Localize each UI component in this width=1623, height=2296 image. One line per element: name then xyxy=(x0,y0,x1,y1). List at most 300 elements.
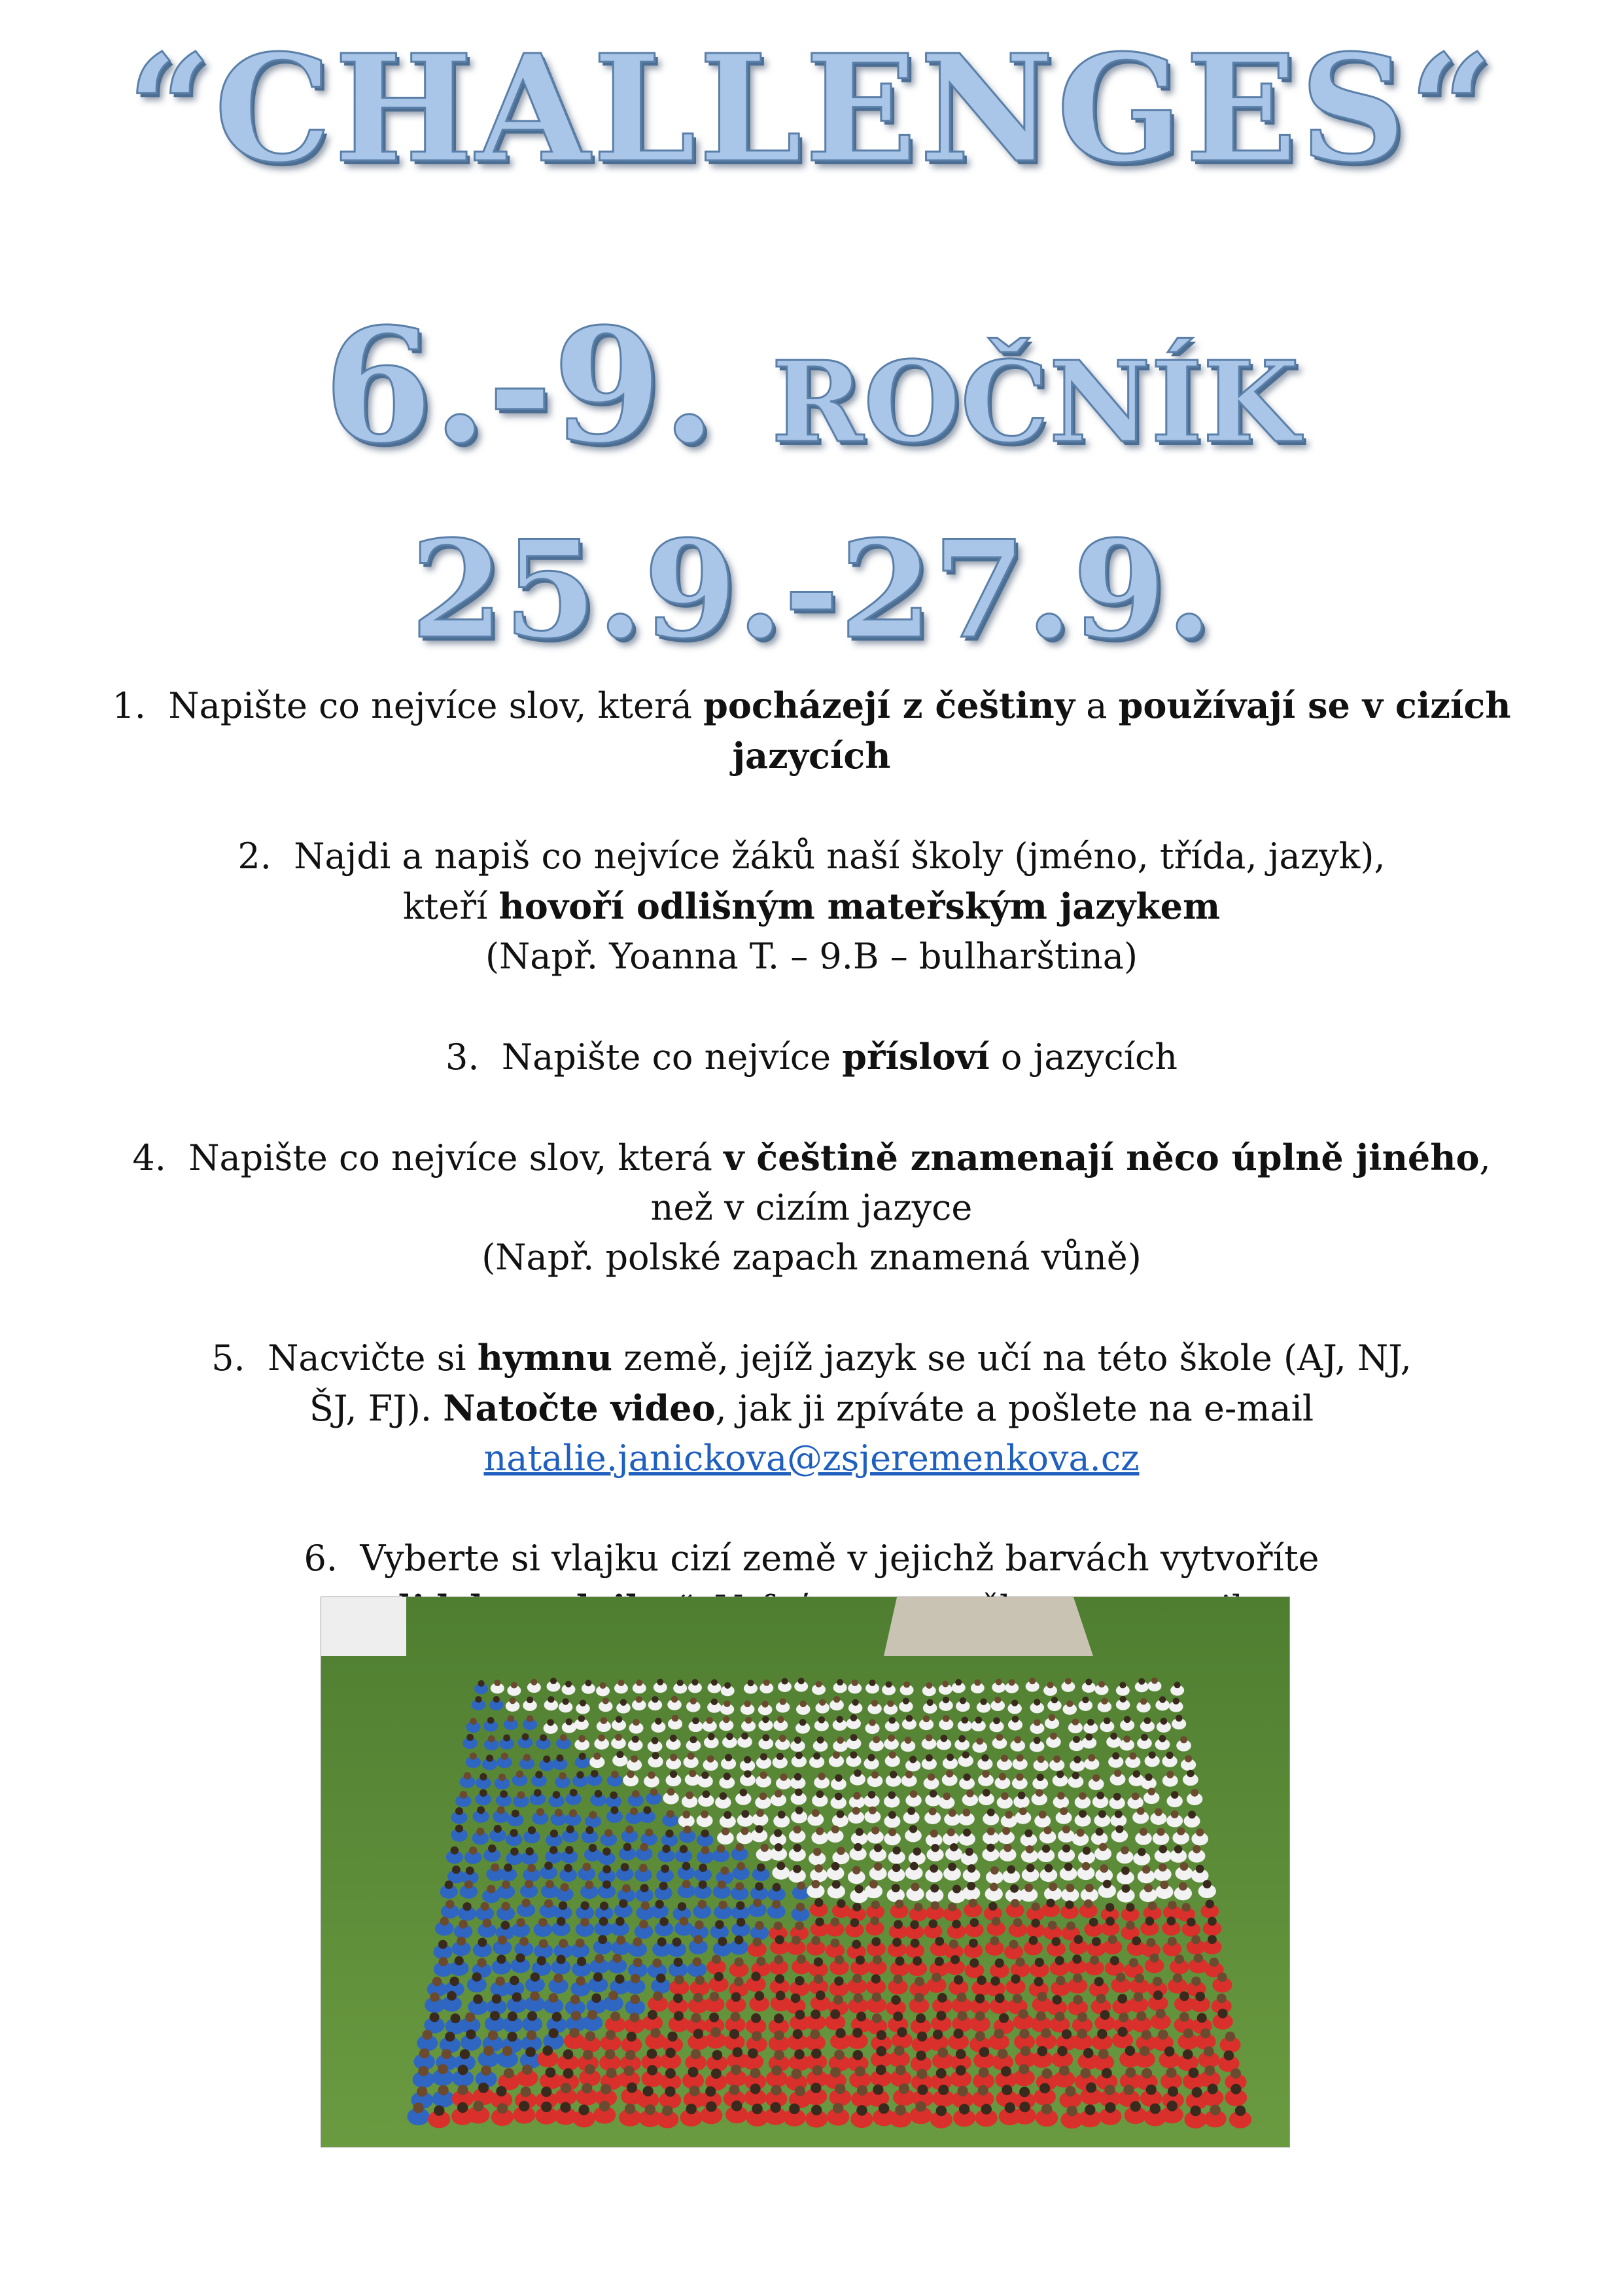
person-head xyxy=(724,1682,731,1689)
person-head xyxy=(707,1756,714,1763)
person-head xyxy=(1196,1865,1204,1873)
person-head xyxy=(1183,2028,1193,2038)
person-head xyxy=(488,1735,495,1742)
person-head xyxy=(1104,2085,1115,2095)
person-head xyxy=(926,1735,933,1742)
person-head xyxy=(1164,2047,1175,2057)
task-number: 3. xyxy=(445,1036,480,1078)
person-head xyxy=(855,1885,864,1894)
person-head xyxy=(430,2012,440,2022)
person-head xyxy=(562,1698,568,1704)
person-head xyxy=(507,2032,517,2041)
person-head xyxy=(508,2011,517,2021)
person-head xyxy=(1142,2030,1151,2040)
person-head xyxy=(1159,1735,1166,1742)
person-head xyxy=(1140,2046,1150,2057)
person-head xyxy=(1034,1719,1041,1726)
person-head xyxy=(1011,1899,1019,1907)
person-head xyxy=(527,1715,534,1722)
person-head xyxy=(1204,2066,1215,2076)
person-head xyxy=(494,1680,500,1686)
person-head xyxy=(761,1701,768,1707)
person-head xyxy=(630,1994,640,2004)
person-head xyxy=(988,1902,997,1911)
person-head xyxy=(916,2101,926,2111)
person-head xyxy=(630,1807,638,1815)
person-head xyxy=(935,1937,944,1946)
person-head xyxy=(536,1808,544,1816)
person-head xyxy=(680,1916,689,1926)
person-head xyxy=(793,1865,801,1873)
person-head xyxy=(1072,1772,1079,1779)
person-head xyxy=(869,1807,877,1814)
person-head xyxy=(549,1993,559,2003)
person-head xyxy=(1077,2029,1087,2039)
person-head xyxy=(578,2104,589,2115)
person-head xyxy=(606,2030,616,2040)
person-head xyxy=(620,1699,627,1706)
person-head xyxy=(636,1680,642,1686)
person-head xyxy=(1051,1697,1058,1703)
person-head xyxy=(1177,1828,1185,1835)
person-head xyxy=(667,1810,674,1818)
person-head xyxy=(1019,1807,1027,1815)
person-head xyxy=(722,1828,729,1835)
person-head xyxy=(593,1752,601,1759)
person-head xyxy=(1042,1845,1051,1853)
person-head xyxy=(998,2049,1008,2059)
person-head xyxy=(978,2085,988,2096)
person-head xyxy=(869,1719,876,1726)
person-head xyxy=(930,1884,939,1892)
person-head xyxy=(794,1826,801,1833)
person-head xyxy=(693,1993,703,2003)
person-head xyxy=(445,1881,453,1889)
person-head xyxy=(835,2028,845,2038)
person-head xyxy=(719,1792,727,1800)
person-head xyxy=(1189,2068,1199,2078)
person-head xyxy=(706,1717,713,1724)
person-head xyxy=(1083,2048,1094,2058)
person-head xyxy=(910,1862,918,1871)
person-head xyxy=(990,1976,1000,1985)
person-head xyxy=(430,1992,440,2002)
person-head xyxy=(699,1863,707,1872)
person-head xyxy=(595,1790,602,1798)
person-head xyxy=(954,1975,963,1985)
person-head xyxy=(655,1718,662,1725)
person-head xyxy=(1072,1718,1079,1725)
person-head xyxy=(1110,1733,1117,1740)
person-head xyxy=(810,2030,820,2040)
person-head xyxy=(631,1974,640,1983)
person-head xyxy=(559,1901,567,1910)
person-head xyxy=(510,1976,519,1985)
person-head xyxy=(714,1972,723,1981)
person-head xyxy=(1029,1936,1038,1945)
person-head xyxy=(739,1789,747,1797)
person-head xyxy=(949,1809,956,1817)
person-head xyxy=(735,1957,744,1966)
person-head xyxy=(747,1680,754,1686)
person-head xyxy=(710,2027,720,2037)
person-head xyxy=(473,1994,483,2004)
person-head xyxy=(876,2065,886,2075)
person-head xyxy=(1218,2009,1228,2019)
person-head xyxy=(837,1737,844,1744)
email-link[interactable]: natalie.janickova@zsjeremenkova.cz xyxy=(483,1438,1140,1479)
person-head xyxy=(857,2085,867,2096)
person-head xyxy=(672,1715,679,1722)
person-head xyxy=(909,1825,917,1833)
task-text: země, jejíž jazyk se učí na této škole (AJ, NJ, ŠJ, FJ). xyxy=(309,1337,1412,1429)
person-head xyxy=(1160,1881,1168,1889)
person-head xyxy=(1005,1811,1013,1819)
person-head xyxy=(873,1955,882,1964)
person-head xyxy=(442,2049,452,2060)
person-head xyxy=(1012,1716,1019,1723)
person-head xyxy=(598,1735,605,1742)
person-head xyxy=(494,1825,502,1833)
person-head xyxy=(886,1681,892,1687)
person-head xyxy=(636,1696,642,1703)
person-head xyxy=(1119,2013,1128,2022)
person-head xyxy=(1019,2102,1030,2112)
person-head xyxy=(816,1681,822,1687)
person-head xyxy=(1090,1956,1099,1965)
person-head xyxy=(481,2066,491,2076)
person-head xyxy=(759,1792,767,1800)
person-head xyxy=(835,1774,842,1781)
person-head xyxy=(1179,1991,1189,2001)
person-head xyxy=(583,2050,593,2060)
person-head xyxy=(659,1882,668,1890)
person-head xyxy=(1098,1681,1105,1687)
person-head xyxy=(733,2047,743,2058)
person-head xyxy=(440,1916,449,1926)
person-head xyxy=(466,1867,474,1875)
person-head xyxy=(438,2064,448,2074)
person-head xyxy=(1193,1845,1201,1854)
person-head xyxy=(1098,2049,1109,2059)
person-head xyxy=(853,1792,861,1800)
person-head xyxy=(544,1899,553,1908)
person-head xyxy=(1001,2066,1011,2077)
person-head xyxy=(610,2011,620,2021)
person-head xyxy=(1055,1956,1064,1965)
person-head xyxy=(643,2086,654,2096)
person-head xyxy=(1196,1828,1204,1836)
person-head xyxy=(577,1957,586,1966)
person-head xyxy=(731,2012,741,2022)
task-text: a xyxy=(1075,685,1119,726)
person-head xyxy=(1141,1734,1148,1741)
person-head xyxy=(699,1881,707,1889)
person-head xyxy=(811,1936,820,1945)
person-head xyxy=(502,2046,513,2057)
person-head xyxy=(523,1754,531,1761)
person-head xyxy=(487,1717,495,1724)
person-head xyxy=(907,1807,915,1815)
person-head xyxy=(447,1991,457,2001)
person-head xyxy=(987,1809,995,1816)
person-head xyxy=(492,1994,502,2004)
person-head xyxy=(564,1864,572,1873)
person-head xyxy=(773,1883,781,1892)
person-head xyxy=(937,1993,947,2003)
grade-heading xyxy=(0,294,1623,478)
person-head xyxy=(894,2045,905,2056)
person-head xyxy=(566,1718,573,1725)
person-head xyxy=(916,2069,927,2079)
person-head xyxy=(873,1736,880,1743)
person-head xyxy=(585,1881,593,1889)
person-head xyxy=(996,1734,1003,1741)
person-head xyxy=(457,1937,466,1946)
person-head xyxy=(1113,1793,1121,1801)
person-head xyxy=(1026,1845,1034,1854)
person-head xyxy=(550,1678,557,1684)
person-head xyxy=(1181,1903,1190,1911)
person-head xyxy=(795,1752,803,1759)
person-head xyxy=(627,2082,637,2093)
person-head xyxy=(1086,2082,1096,2093)
person-head xyxy=(546,1880,554,1888)
person-head xyxy=(778,1810,786,1818)
person-head xyxy=(983,1789,990,1797)
task-text: Najdi a napiš co nejvíce žáků naší školy (jméno, třída, jazyk), kteří xyxy=(294,836,1386,927)
person-head xyxy=(771,2065,782,2075)
task-1 xyxy=(98,680,1525,781)
person-head xyxy=(578,1715,585,1722)
person-head xyxy=(799,1719,807,1726)
person-head xyxy=(871,1700,878,1706)
person-head xyxy=(546,2067,556,2077)
person-head xyxy=(718,1937,727,1946)
person-head xyxy=(582,2083,592,2093)
person-head xyxy=(1001,1792,1009,1800)
person-head xyxy=(470,1718,477,1725)
person-head xyxy=(1001,1755,1008,1762)
person-head xyxy=(439,1957,448,1966)
person-head xyxy=(1011,1699,1018,1706)
person-head xyxy=(1230,2084,1241,2094)
person-head xyxy=(854,1769,861,1776)
person-head xyxy=(731,2064,741,2075)
person-head xyxy=(1026,1864,1035,1873)
person-head xyxy=(438,2085,449,2095)
person-head xyxy=(969,1939,978,1948)
person-head xyxy=(1055,2011,1065,2021)
person-head xyxy=(662,2106,672,2116)
person-head xyxy=(598,1935,607,1944)
person-head xyxy=(1092,1775,1100,1782)
person-head xyxy=(434,2105,444,2115)
person-head xyxy=(962,1809,970,1816)
person-head xyxy=(969,1958,979,1968)
person-head xyxy=(1002,1827,1010,1835)
person-head xyxy=(445,2032,455,2041)
person-head xyxy=(1179,1882,1187,1890)
person-head xyxy=(856,2105,867,2115)
person-head xyxy=(1084,1899,1092,1908)
person-head xyxy=(652,1696,658,1703)
person-head xyxy=(931,1901,939,1910)
person-head xyxy=(1100,2010,1110,2020)
person-head xyxy=(459,1920,468,1929)
person-head xyxy=(951,1955,960,1964)
person-head xyxy=(641,1901,650,1910)
person-head xyxy=(1104,1718,1111,1725)
person-head xyxy=(1144,1717,1151,1724)
person-head xyxy=(712,2050,723,2060)
person-head xyxy=(744,1701,750,1707)
person-head xyxy=(797,1882,805,1890)
person-head xyxy=(1066,1884,1074,1892)
person-head xyxy=(667,1788,675,1796)
person-head xyxy=(602,1697,609,1704)
task-text: Napište co nejvíce slov, která xyxy=(168,685,704,726)
person-head xyxy=(1112,1752,1119,1759)
person-head xyxy=(932,1973,941,1982)
person-head xyxy=(531,1679,537,1686)
person-head xyxy=(1140,1698,1147,1704)
person-head xyxy=(691,1679,698,1686)
person-head xyxy=(1230,2068,1241,2079)
person-head xyxy=(1195,1992,1205,2002)
person-head xyxy=(1102,2068,1112,2079)
person-head xyxy=(1099,1843,1108,1852)
person-head xyxy=(724,1701,730,1707)
person-head xyxy=(1103,1880,1111,1888)
person-head xyxy=(852,1974,862,1983)
person-head xyxy=(1105,2102,1115,2113)
person-head xyxy=(1031,1918,1040,1928)
person-head xyxy=(895,2105,905,2115)
person-head xyxy=(570,1995,580,2005)
person-head xyxy=(535,1771,542,1778)
person-head xyxy=(1149,1752,1156,1759)
person-head xyxy=(915,1977,924,1986)
person-head xyxy=(798,1678,805,1684)
person-head xyxy=(576,1771,584,1778)
person-head xyxy=(986,1844,995,1852)
person-head xyxy=(960,1697,966,1704)
person-head xyxy=(665,2087,675,2097)
person-head xyxy=(1056,1771,1064,1778)
person-head xyxy=(817,1737,824,1744)
person-head xyxy=(1159,1863,1167,1872)
person-head xyxy=(757,1863,765,1872)
person-head xyxy=(449,1977,459,1986)
person-head xyxy=(812,1809,820,1817)
person-head xyxy=(510,1847,519,1856)
person-head xyxy=(417,2087,427,2097)
person-head xyxy=(1121,1846,1129,1855)
person-head xyxy=(480,1789,487,1797)
person-head xyxy=(870,1916,879,1926)
person-head xyxy=(1083,1846,1091,1855)
person-head xyxy=(466,2029,476,2039)
person-head xyxy=(661,1865,669,1873)
person-head xyxy=(1072,1954,1081,1964)
person-head xyxy=(794,1773,801,1780)
person-head xyxy=(812,2065,823,2075)
person-head xyxy=(488,1845,497,1853)
person-head xyxy=(556,1754,563,1761)
person-head xyxy=(1166,1752,1173,1759)
person-head xyxy=(1191,1977,1200,1986)
person-head xyxy=(541,2087,551,2097)
person-head xyxy=(936,2011,946,2021)
person-head xyxy=(580,1700,586,1706)
person-head xyxy=(665,1829,673,1837)
person-head xyxy=(1180,1862,1189,1871)
person-head xyxy=(683,1826,691,1833)
person-head xyxy=(516,1918,525,1927)
person-head xyxy=(830,2067,841,2077)
person-head xyxy=(693,2029,703,2039)
person-head xyxy=(527,2011,537,2021)
person-head xyxy=(1038,1992,1047,2002)
person-head xyxy=(1094,1977,1104,1986)
person-head xyxy=(779,1699,786,1705)
person-head xyxy=(1002,2085,1012,2095)
person-head xyxy=(752,2104,762,2114)
person-head xyxy=(777,1753,784,1760)
person-head xyxy=(671,1696,678,1703)
person-head xyxy=(1166,1771,1174,1778)
person-head xyxy=(775,1974,784,1983)
person-head xyxy=(837,1679,843,1686)
person-head xyxy=(711,1699,718,1705)
person-head xyxy=(1119,1682,1126,1688)
person-head xyxy=(565,1681,572,1687)
person-head xyxy=(772,1900,780,1909)
person-head xyxy=(480,1902,489,1911)
person-head xyxy=(760,1753,767,1760)
person-head xyxy=(1038,1756,1045,1763)
person-head xyxy=(692,1718,699,1725)
person-head xyxy=(473,2101,483,2111)
person-head xyxy=(691,2013,701,2022)
person-head xyxy=(874,1844,882,1852)
person-head xyxy=(774,1955,783,1964)
person-head xyxy=(585,2064,595,2075)
person-head xyxy=(670,1735,677,1742)
person-head xyxy=(656,1973,665,1983)
person-head xyxy=(893,1975,902,1984)
person-head xyxy=(1066,1701,1073,1707)
person-head xyxy=(571,2011,581,2021)
person-head xyxy=(1173,1973,1182,1983)
person-head xyxy=(477,1806,485,1814)
person-head xyxy=(1167,1916,1176,1926)
person-head xyxy=(744,1756,751,1763)
person-head xyxy=(495,1977,504,1986)
person-head xyxy=(1073,1756,1081,1763)
person-head xyxy=(887,1701,894,1707)
person-head xyxy=(813,1848,822,1856)
person-head xyxy=(976,1738,983,1745)
person-head xyxy=(585,2031,595,2041)
person-head xyxy=(850,1714,858,1722)
person-head xyxy=(701,1829,709,1837)
person-head xyxy=(1114,1769,1121,1776)
person-head xyxy=(770,2102,780,2113)
person-head xyxy=(795,1788,803,1796)
person-head xyxy=(831,1918,840,1927)
